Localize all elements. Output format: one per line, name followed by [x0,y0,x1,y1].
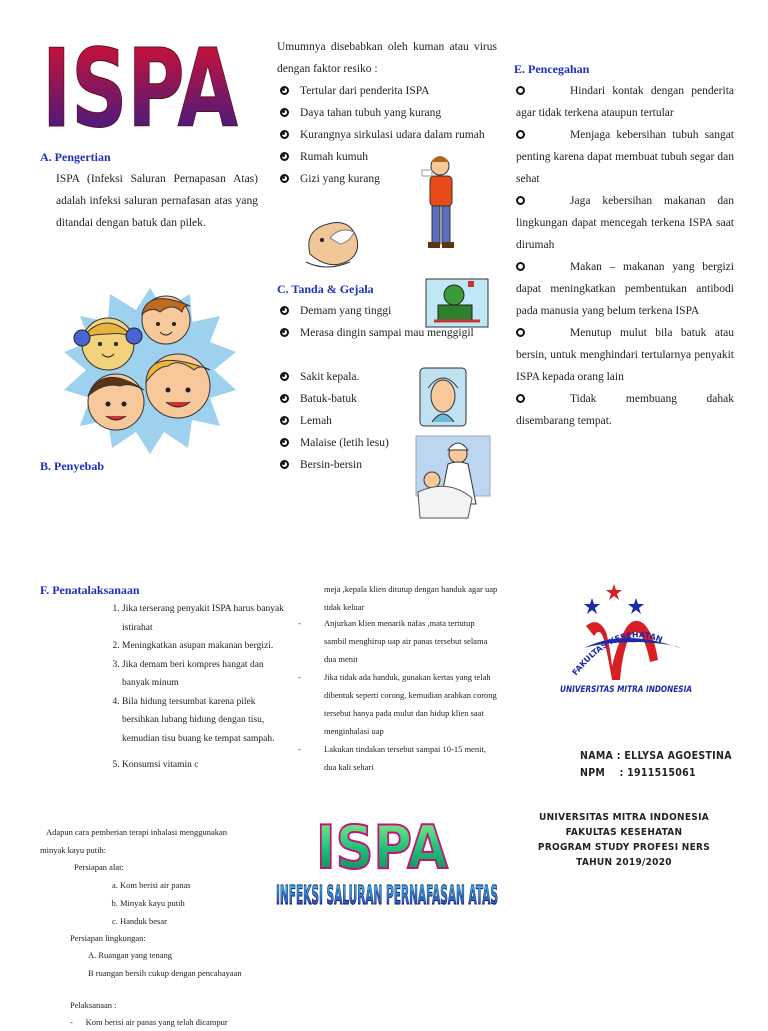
tanda-gejala-heading: C. Tanda & Gejala [277,282,374,296]
prevention-item: Hindari kontak dengan penderita agar tidak terkena ataupun tertular [516,85,734,119]
tools-list [104,876,191,930]
prevention-item: Tidak membuang dahak disembarang tempat. [516,393,734,427]
cover-subtitle-text: INFEKSI SALURAN PERNAFASAN ATAS [276,881,498,911]
prevention-list [516,80,734,432]
prevention-item: Jaga kebersihan makanan dan lingkungan dapat mencegah terkena ISPA saat dirumah [516,195,734,251]
tool-item: b. Minyak kayu putih [120,894,191,912]
logo-arc-text: FAKULTAS KESEHATAN [570,630,664,678]
penyebab-intro: Umumnya disebabkan oleh kuman atau virus dengan faktor resiko : [277,41,497,75]
impl-first-item: - Kom berisi air panas yang telah dicampur [70,1017,228,1027]
nurse-patient-illustration [414,432,492,524]
treatment-step: 4. Bila hidung tersumbat karena pilek bersihkan lubang hidung dengan tisu, kemudian tisu buang ke tempat sampah. [122,693,284,749]
symptom-item: Sakit kepala. [280,366,420,388]
impl-list [298,614,498,776]
symptoms-list-1 [280,300,500,344]
impl-continuation: meja ,kepala klien ditutup dengan handuk agar uap tidak keluar [324,584,498,612]
env-item: A. Ruangan yang tenang [88,950,173,960]
tool-item: c. Handuk besar [120,912,191,930]
headache-illustration [418,366,468,428]
cover-title-text: ISPA [316,813,449,874]
impl-item: - Lakukan tindakan tersebut sampai 10-15 menit, dua kali sehari [298,740,498,776]
university-logo [556,582,696,700]
penyebab-heading: B. Penyebab [40,459,105,473]
treatment-steps [100,600,284,775]
student-npm: NPM : 1911515061 [580,767,696,779]
institution-line: TAHUN 2019/2020 [576,857,672,868]
causes-item: Kurangnya sirkulasi udara dalam rumah [280,124,496,146]
symptom-item: Bersin-bersin [280,454,420,476]
causes-item: Tertular dari penderita ISPA [280,80,496,102]
cover-subtitle-graphic [274,876,500,912]
institution-line: UNIVERSITAS MITRA INDONESIA [539,812,709,823]
tool-item: a. Kom berisi air panas [120,876,191,894]
causes-item: Gizi yang kurang [280,168,496,190]
symptom-item: Malaise (letih lesu) [280,432,420,454]
sneezing-man-illustration [418,154,466,250]
penatalaksanaan-heading: F. Penatalaksanaan [40,583,140,597]
treatment-step: 2. Meningkatkan asupan makanan bergizi. [122,637,284,656]
institution-block [534,810,714,870]
impl-item: - Jika tidak ada handuk, gunakan kertas yang telah dibentuk seperti corong, kemudian arahkan corong tersebut hanya pada mulut dan hidup klien saat menginhalasi uap [298,668,498,740]
prevention-item: Menjaga kebersihan tubuh sangat penting karena dapat membuat tubuh segar dan sehat [516,129,734,185]
pengertian-body: ISPA (Infeksi Saluran Pernapasan Atas) adalah infeksi saluran pernafasan atas yang ditandai dengan batuk dan pilek. [56,173,258,229]
nose-blowing-illustration [300,214,368,270]
treatment-step: 5. Konsumsi vitamin c [122,756,284,775]
treatment-step: 1. Jika terserang penyakit ISPA harus banyak istirahat [122,600,284,637]
env-heading: Persiapan lingkungan: [70,933,146,943]
tools-heading: Persiapan alat: [74,862,124,872]
symptoms-list-2 [280,366,420,476]
pencegahan-heading: E. Pencegahan [514,62,590,76]
ispa-title-text: ISPA [42,27,239,134]
children-illustration [60,286,240,456]
causes-item: Daya tahan tubuh yang kurang [280,102,496,124]
symptom-item: Batuk-batuk [280,388,420,410]
prevention-item: Makan – makanan yang bergizi dapat meningkatkan pembentukan antibodi pada manusia yang belum terkena ISPA [516,261,734,317]
symptom-item: Merasa dingin sampai mau menggigil [280,322,500,344]
student-name: NAMA : ELLYSA AGOESTINA [580,750,732,762]
symptom-item: Demam yang tinggi [280,300,500,322]
env-item: B ruangan bersih cukup dengan pencahayaan [88,968,242,978]
impl-item: - Anjurkan klien menarik nafas ,mata tertutup sambil menghirup uap air panas tersebut selama dua menit [298,614,498,668]
cover-title-graphic [312,812,452,874]
prevention-item: Menutup mulut bila batuk atau bersin, untuk menghindari tertularnya penyakit ISPA kepada orang lain [516,327,734,383]
pengertian-heading: A. Pengertian [40,150,111,164]
impl-heading: Pelaksanaan : [70,1000,117,1010]
institution-line: FAKULTAS KESEHATAN [565,827,683,838]
therapy-intro: Adapun cara pemberian terapi inhalasi menggunakan minyak kayu putih: [40,827,228,855]
ispa-title-graphic [40,22,240,134]
causes-item: Rumah kumuh [280,146,496,168]
symptom-item: Lemah [280,410,420,432]
logo-bottom-text: UNIVERSITAS MITRA INDONESIA [560,685,693,695]
institution-line: PROGRAM STUDY PROFESI NERS [537,842,711,853]
treatment-step: 3. Jika demam beri kompres hangat dan banyak minum [122,656,284,693]
